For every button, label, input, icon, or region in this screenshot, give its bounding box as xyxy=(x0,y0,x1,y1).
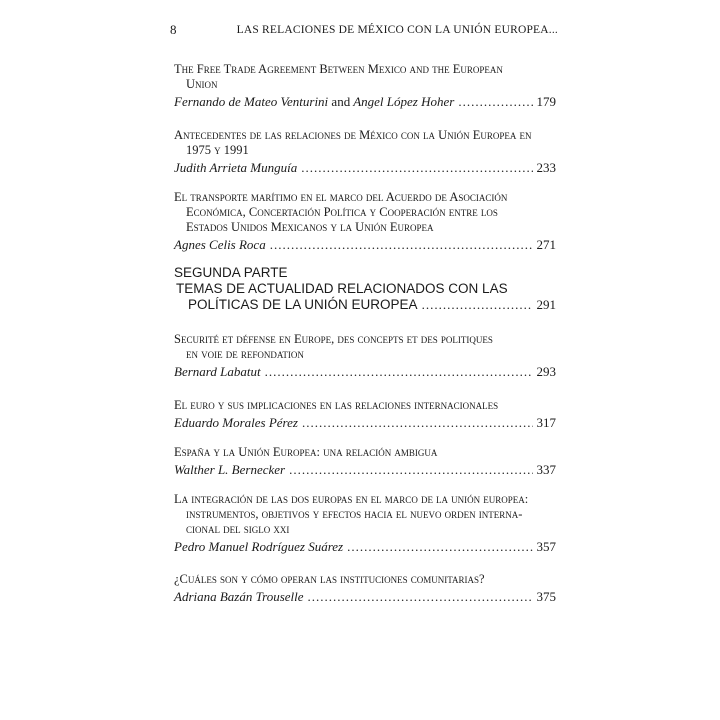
author-line xyxy=(174,461,556,478)
toc-entry xyxy=(174,128,556,176)
entry-page: 337 xyxy=(536,462,556,477)
leader-dots xyxy=(302,414,533,431)
leader-dots xyxy=(458,93,532,110)
entry-title: Antecedentes de las relaciones de México con la Unión Europea en 1975 y 1991 xyxy=(174,128,532,157)
entry-page: 317 xyxy=(536,415,556,430)
entry-author: Adriana Bazán Trouselle xyxy=(174,589,304,604)
part-label: SEGUNDA PARTE xyxy=(174,265,288,280)
entry-author: Agnes Celis Roca xyxy=(174,237,266,252)
page-number: 8 xyxy=(170,22,177,37)
entry-title: El transporte marítimo en el marco del Acuerdo de Asociación Económica, Concertación Política y Cooperación entre los Estados Unidos Mexicanos y la Unión Europea xyxy=(174,190,508,234)
toc-entry xyxy=(174,190,556,253)
author-line xyxy=(174,93,556,110)
entry-page: 293 xyxy=(536,364,556,379)
part-title: TEMAS DE ACTUALIDAD RELACIONADOS CON LAS POLÍTICAS DE LA UNIÓN EUROPEA ..... 291 xyxy=(174,281,556,313)
part-heading xyxy=(174,264,556,313)
running-title: LAS RELACIONES DE MÉXICO CON LA UNIÓN EUROPEA... xyxy=(236,24,558,36)
entry-page: 271 xyxy=(536,237,556,252)
leader-dots xyxy=(301,159,532,176)
entry-title: Securité et défense en Europe, des concepts et des politiques en voie de refondation xyxy=(174,332,493,361)
entry-author: Bernard Labatut xyxy=(174,364,261,379)
toc-entry xyxy=(174,492,556,555)
entry-author: Walther L. Bernecker xyxy=(174,462,286,477)
page-header xyxy=(170,20,558,44)
toc-entry xyxy=(174,332,556,380)
author-line xyxy=(174,236,556,253)
entry-page: 375 xyxy=(536,589,556,604)
author-line xyxy=(174,588,556,605)
author-line xyxy=(174,538,556,555)
leader-dots xyxy=(347,538,532,555)
entry-title: España y la Unión Europea: una relación ambigua xyxy=(174,445,438,459)
entry-title: El euro y sus implicaciones en las relaciones internacionales xyxy=(174,398,499,412)
entry-title: ¿Cuáles son y cómo operan las instituciones comunitarias? xyxy=(174,572,485,586)
leader-dots xyxy=(289,461,532,478)
entry-title: La integración de las dos europas en el marco de la unión europea: instrumentos, objetivos y efectos hacia el nuevo orden interna- cional del siglo xxi xyxy=(174,492,529,536)
toc-entry xyxy=(174,572,556,605)
toc-entry xyxy=(174,398,556,431)
author-line xyxy=(174,363,556,380)
toc-entry xyxy=(174,445,556,478)
entry-author: Judith Arrieta Munguía xyxy=(174,160,298,175)
leader-dots xyxy=(270,236,533,253)
entry-title: The Free Trade Agreement Between Mexico and the European Union xyxy=(174,62,503,91)
entry-author: Eduardo Morales Pérez xyxy=(174,415,298,430)
entry-page: 357 xyxy=(536,539,556,554)
entry-author: Pedro Manuel Rodríguez Suárez xyxy=(174,539,344,554)
leader-dots xyxy=(265,363,533,380)
leader-dots xyxy=(308,588,533,605)
entry-page: 179 xyxy=(536,94,556,109)
author-line xyxy=(174,159,556,176)
leader-dots xyxy=(422,297,533,313)
part-page: 291 xyxy=(536,297,556,312)
entry-page: 233 xyxy=(536,160,556,175)
entry-author: Fernando de Mateo Venturini and Angel López Hoher xyxy=(174,94,455,109)
toc-entry xyxy=(174,62,556,110)
author-line xyxy=(174,414,556,431)
